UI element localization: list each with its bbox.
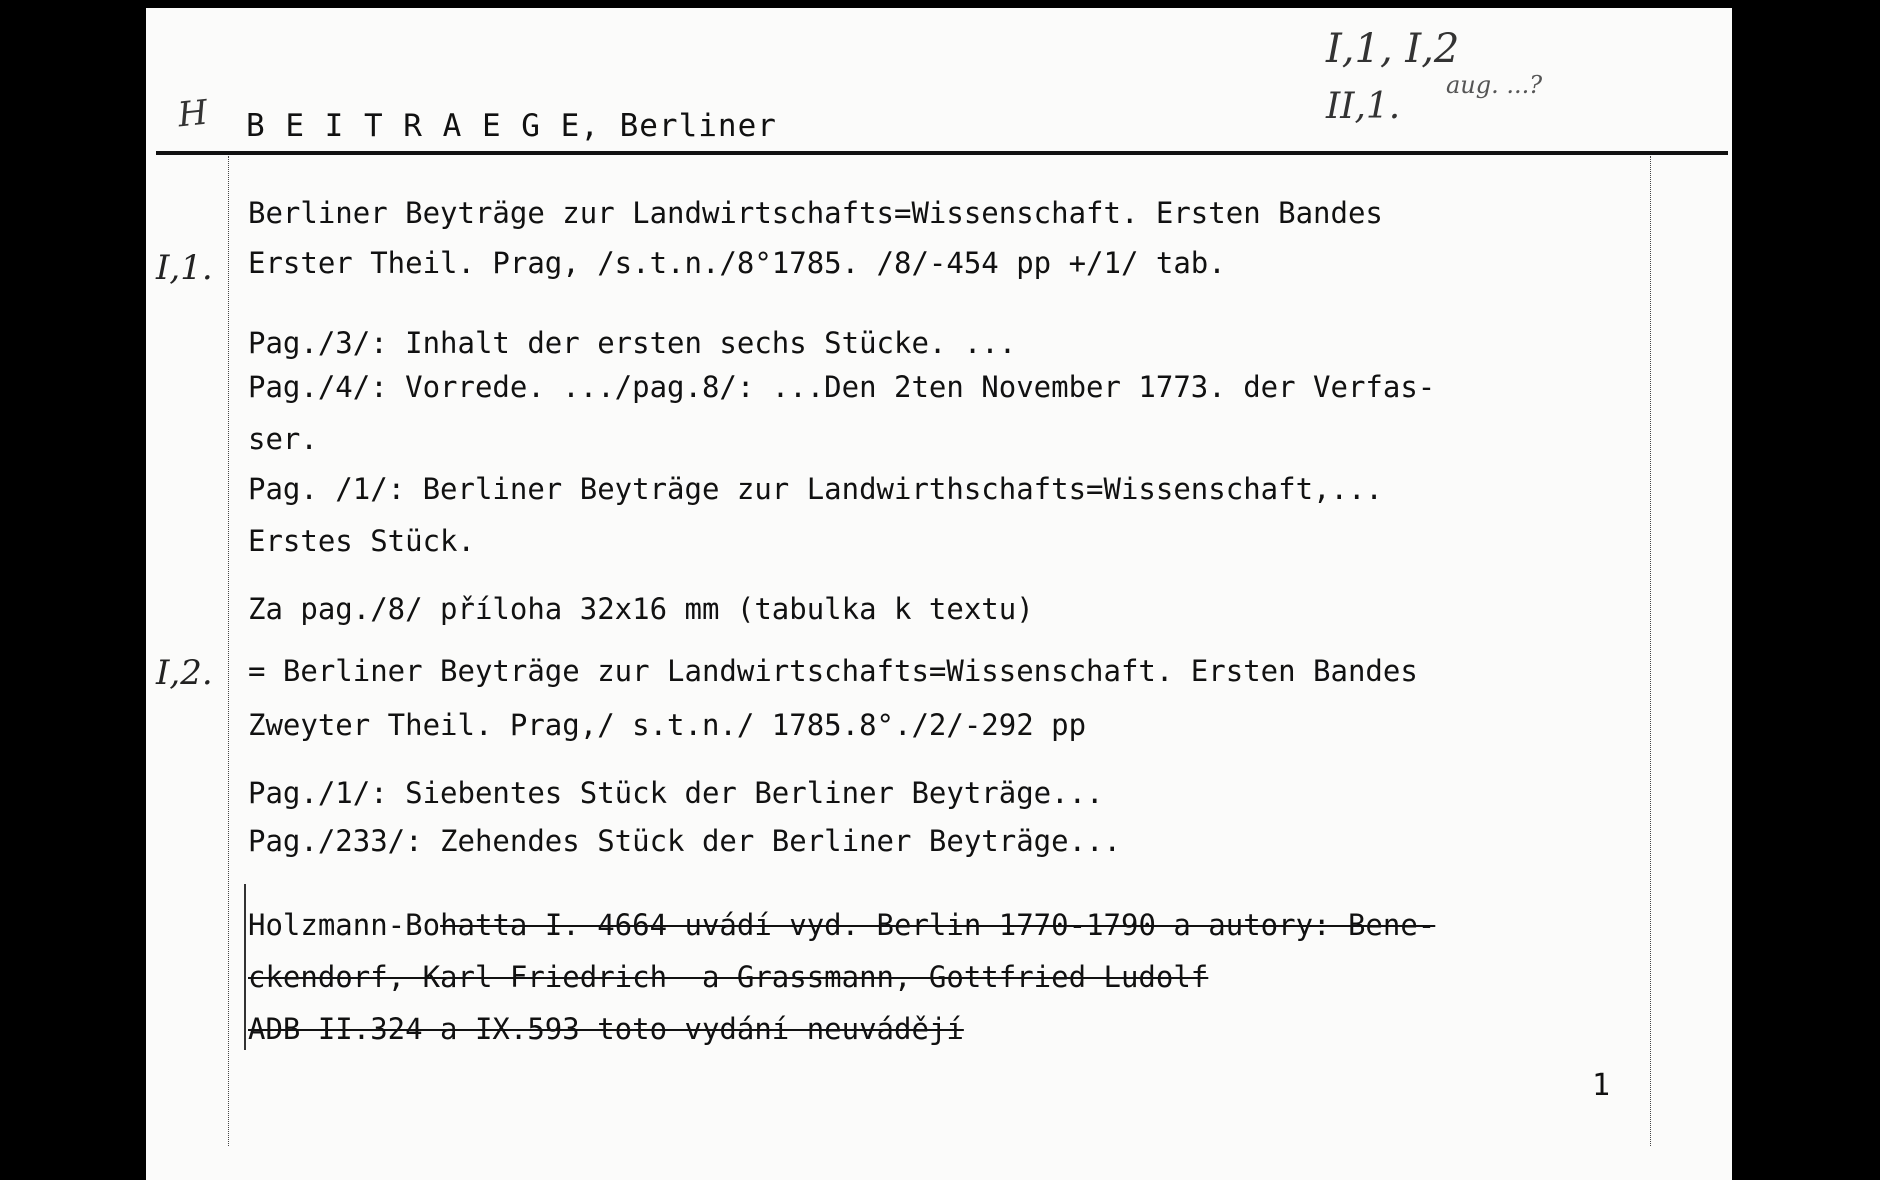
left-margin-line: [228, 156, 229, 1146]
handwritten-note-scribble: aug. ...?: [1446, 71, 1543, 99]
entry-line-7: Erstes Stück.: [248, 524, 475, 558]
margin-mark-volume-1: I,1.: [156, 248, 213, 288]
entry-line-5: ser.: [248, 422, 318, 456]
entry-line-2: Erster Theil. Prag, /s.t.n./8°1785. /8/-454 pp +/1/ tab.: [248, 246, 1226, 280]
entry-line-13: [248, 908, 1435, 942]
handwritten-left-mark: H: [175, 92, 210, 136]
entry-line-11: Pag./1/: Siebentes Stück der Berliner Beyträge...: [248, 776, 1104, 810]
right-margin-line: [1650, 156, 1651, 1146]
entry-line-12: Pag./233/: Zehendes Stück der Berliner Beyträge...: [248, 824, 1121, 858]
handwritten-note-volume-2: II,1.: [1326, 86, 1401, 127]
entry-line-1: Berliner Beyträge zur Landwirtschafts=Wissenschaft. Ersten Bandes: [248, 196, 1383, 230]
card-heading: B E I T R A E G E, Berliner: [246, 108, 777, 144]
entry-line-4: Pag./4/: Vorrede. .../pag.8/: ...Den 2ten November 1773. der Verfas-: [248, 370, 1436, 404]
entry-line-8: Za pag./8/ příloha 32x16 mm (tabulka k textu): [248, 592, 1034, 626]
catalog-card: [146, 8, 1732, 1180]
entry-line-15: ADB II.324 a IX.593 toto vydání neuvádějí: [248, 1012, 964, 1046]
entry-line-14: ckendorf, Karl Friedrich a Grassmann, Gottfried Ludolf: [248, 960, 1209, 994]
entry-line-13-struck: hatta I. 4664 uvádí vyd. Berlin 1770-1790 a autory: Bene-: [440, 908, 1436, 942]
handwritten-note-volumes: I,1, I,2: [1326, 26, 1460, 72]
heading-rule: [156, 151, 1728, 155]
card-page-number: 1: [1592, 1068, 1611, 1103]
entry-line-6: Pag. /1/: Berliner Beyträge zur Landwirthschafts=Wissenschaft,...: [248, 472, 1383, 506]
margin-mark-volume-2: I,2.: [156, 653, 213, 693]
entry-line-10: Zweyter Theil. Prag,/ s.t.n./ 1785.8°./2/-292 pp: [248, 708, 1087, 742]
entry-line-13-plain: Holzmann-Bo: [248, 908, 441, 942]
entry-line-3: Pag./3/: Inhalt der ersten sechs Stücke. ...: [248, 326, 1017, 360]
entry-line-9: = Berliner Beyträge zur Landwirtschafts=Wissenschaft. Ersten Bandes: [248, 654, 1418, 688]
